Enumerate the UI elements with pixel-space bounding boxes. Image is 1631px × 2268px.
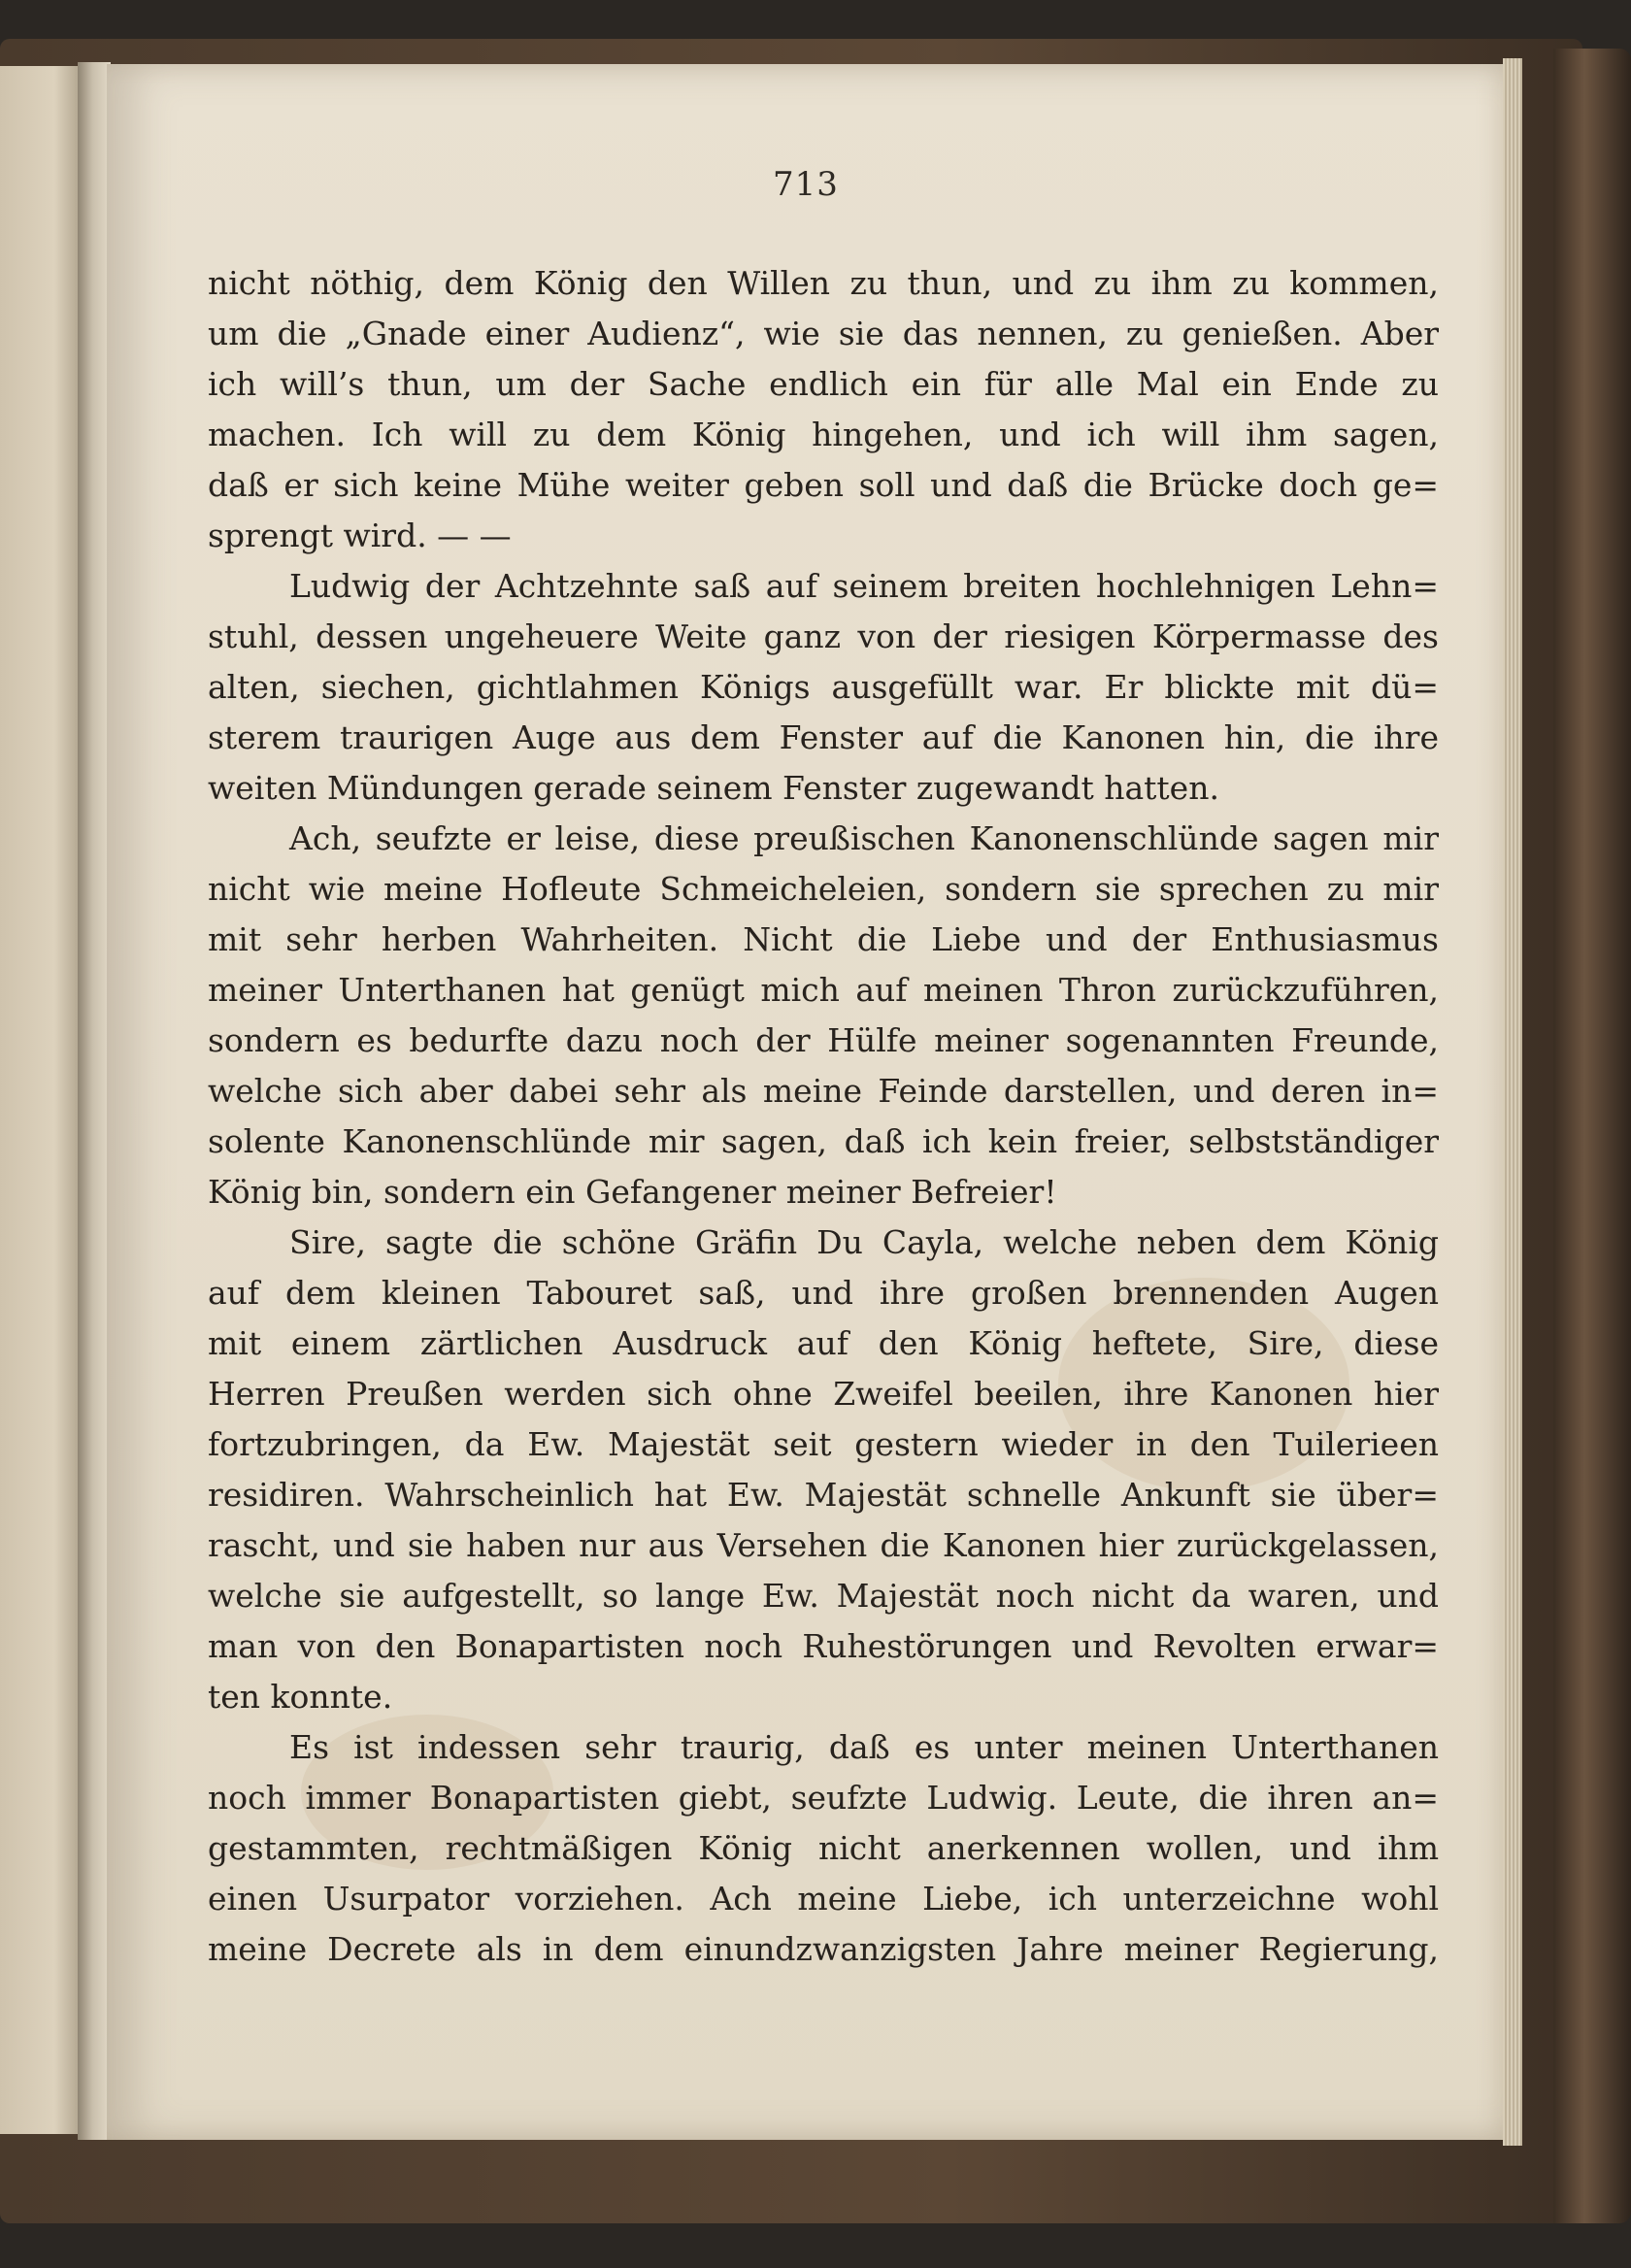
- text-line: welche sich aber dabei sehr als meine Feinde darstellen, und deren in=: [208, 1072, 1439, 1110]
- text-line: sterem traurigen Auge aus dem Fenster auf die Kanonen hin, die ihre: [208, 718, 1439, 756]
- paragraph: [208, 258, 1439, 561]
- text-line: Sire, sagte die schöne Gräfin Du Cayla, welche neben dem König: [289, 1223, 1439, 1261]
- text-line: alten, siechen, gichtlahmen Königs ausgefüllt war. Er blickte mit dü=: [208, 668, 1439, 706]
- page-text: [208, 258, 1439, 1975]
- text-line: Herren Preußen werden sich ohne Zweifel beeilen, ihre Kanonen hier: [208, 1375, 1439, 1413]
- text-line: um die „Gnade einer Audienz“, wie sie das nennen, zu genießen. Aber: [208, 315, 1439, 352]
- text-line: ich will’s thun, um der Sache endlich ein für alle Mal ein Ende zu: [208, 365, 1439, 403]
- paragraph: [208, 1217, 1439, 1722]
- text-line: Ach, seufzte er leise, diese preußischen Kanonenschlünde sagen mir: [289, 819, 1439, 857]
- paragraph: [208, 561, 1439, 814]
- text-line: einen Usurpator vorziehen. Ach meine Liebe, ich unterzeichne wohl: [208, 1880, 1439, 1918]
- text-line: sprengt wird. — —: [208, 517, 512, 554]
- text-line: gestammten, rechtmäßigen König nicht anerkennen wollen, und ihm: [208, 1829, 1439, 1867]
- text-line: fortzubringen, da Ew. Majestät seit gestern wieder in den Tuilerieen: [208, 1425, 1439, 1463]
- text-line: mit einem zärtlichen Ausdruck auf den König heftete, Sire, diese: [208, 1324, 1439, 1362]
- book-gutter: [78, 62, 111, 2140]
- left-page-edge: [0, 66, 78, 2134]
- text-line: König bin, sondern ein Gefangener meiner Befreier!: [208, 1173, 1057, 1211]
- text-line: man von den Bonapartisten noch Ruhestörungen und Revolten erwar=: [208, 1627, 1439, 1665]
- text-line: nicht wie meine Hofleute Schmeicheleien, sondern sie sprechen zu mir: [208, 870, 1439, 908]
- text-line: ten konnte.: [208, 1678, 393, 1716]
- text-line: sondern es bedurfte dazu noch der Hülfe meiner sogenannten Freunde,: [208, 1021, 1439, 1059]
- text-line: auf dem kleinen Tabouret saß, und ihre großen brennenden Augen: [208, 1274, 1439, 1312]
- book-cover-edge: [1553, 49, 1631, 2223]
- text-line: nicht nöthig, dem König den Willen zu thun, und zu ihm zu kommen,: [208, 264, 1439, 302]
- text-line: meine Decrete als in dem einundzwanzigsten Jahre meiner Regierung,: [208, 1930, 1439, 1968]
- page-number: 713: [773, 165, 839, 204]
- text-line: daß er sich keine Mühe weiter geben soll und daß die Brücke doch ge=: [208, 466, 1439, 504]
- text-line: machen. Ich will zu dem König hingehen, und ich will ihm sagen,: [208, 416, 1439, 453]
- text-line: Es ist indessen sehr traurig, daß es unter meinen Unterthanen: [289, 1728, 1439, 1766]
- text-line: stuhl, dessen ungeheuere Weite ganz von der riesigen Körpermasse des: [208, 617, 1439, 655]
- paragraph: [208, 814, 1439, 1217]
- text-line: welche sie aufgestellt, so lange Ew. Majestät noch nicht da waren, und: [208, 1577, 1439, 1615]
- paragraph: [208, 1722, 1439, 1975]
- text-line: residiren. Wahrscheinlich hat Ew. Majestät schnelle Ankunft sie über=: [208, 1476, 1439, 1514]
- text-line: solente Kanonenschlünde mir sagen, daß ich kein freier, selbstständiger: [208, 1122, 1439, 1160]
- text-line: noch immer Bonapartisten giebt, seufzte Ludwig. Leute, die ihren an=: [208, 1779, 1439, 1817]
- text-line: Ludwig der Achtzehnte saß auf seinem breiten hochlehnigen Lehn=: [289, 567, 1439, 605]
- text-line: rascht, und sie haben nur aus Versehen die Kanonen hier zurückgelassen,: [208, 1526, 1439, 1564]
- text-line: mit sehr herben Wahrheiten. Nicht die Liebe und der Enthusiasmus: [208, 920, 1439, 958]
- text-line: weiten Mündungen gerade seinem Fenster zugewandt hatten.: [208, 769, 1219, 807]
- book-page: [107, 64, 1505, 2140]
- text-line: meiner Unterthanen hat genügt mich auf meinen Thron zurückzuführen,: [208, 971, 1439, 1009]
- page-stack-edge: [1503, 58, 1522, 2146]
